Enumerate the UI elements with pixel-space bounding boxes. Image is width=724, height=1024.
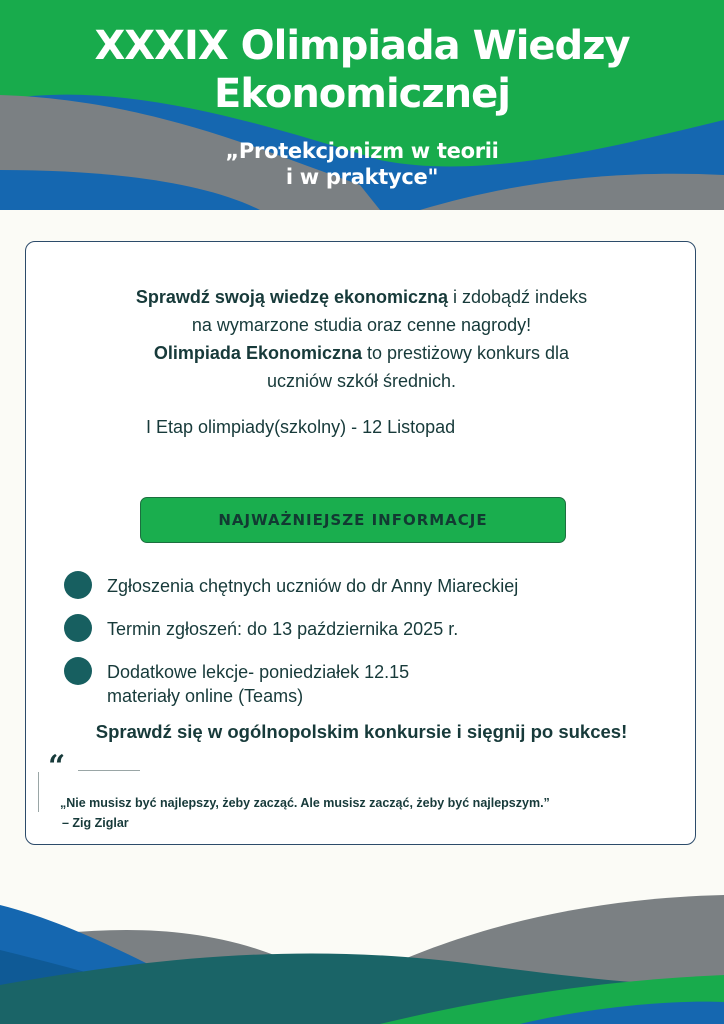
page-title [0,22,724,118]
header-banner [0,0,724,210]
list-item-line-1: Dodatkowe lekcje- poniedziałek 12.15 [107,662,410,682]
intro-text-1: i zdobądź indeks [448,287,588,307]
quote-author: – Zig Ziglar [62,816,129,830]
bullet-icon [64,571,92,599]
important-info-button[interactable]: NAJWAŻNIEJSZE INFORMACJE [140,497,566,543]
page-subtitle [0,138,724,190]
quote-divider [78,770,140,771]
intro-text-2: na wymarzone studia oraz cenne nagrody! [191,315,532,335]
bullet-icon [64,614,92,642]
subtitle-line-1: „Protekcjonizm w teorii [225,139,499,163]
intro-bold-2: Olimpiada Ekonomiczna [153,343,362,363]
title-line-1: XXXIX Olimpiada Wiedzy [94,23,630,69]
quote-text: „Nie musisz być najlepszy, żeby zacząć. Ale musisz zacząć, żeby być najlepszym.” [60,796,550,810]
footer-waves [0,880,724,1024]
quote-icon: “ [48,749,66,784]
info-card [25,241,696,845]
list-item-text: Termin zgłoszeń: do 13 października 2025 r. [107,619,459,639]
bullet-icon [64,657,92,685]
intro-bold-1: Sprawdź swoją wiedzę ekonomiczną [135,287,448,307]
intro-text [66,283,657,395]
call-to-action: Sprawdź się w ogólnopolskim konkursie i sięgnij po sukces! [95,721,628,742]
etap-date: I Etap olimpiady(szkolny) - 12 Listopad [146,417,456,437]
quote-side-line [38,772,39,812]
list-item-text: Zgłoszenia chętnych uczniów do dr Anny Miareckiej [107,576,519,596]
footer-waves-graphic [0,880,724,1024]
list-item-text [107,660,409,708]
intro-text-3: to prestiżowy konkurs dla [361,343,570,363]
subtitle-line-2: i w praktyce" [285,165,439,189]
intro-text-4: uczniów szkół średnich. [266,371,457,391]
title-line-2: Ekonomicznej [214,71,510,117]
list-item-line-2: materiały online (Teams) [107,686,304,706]
